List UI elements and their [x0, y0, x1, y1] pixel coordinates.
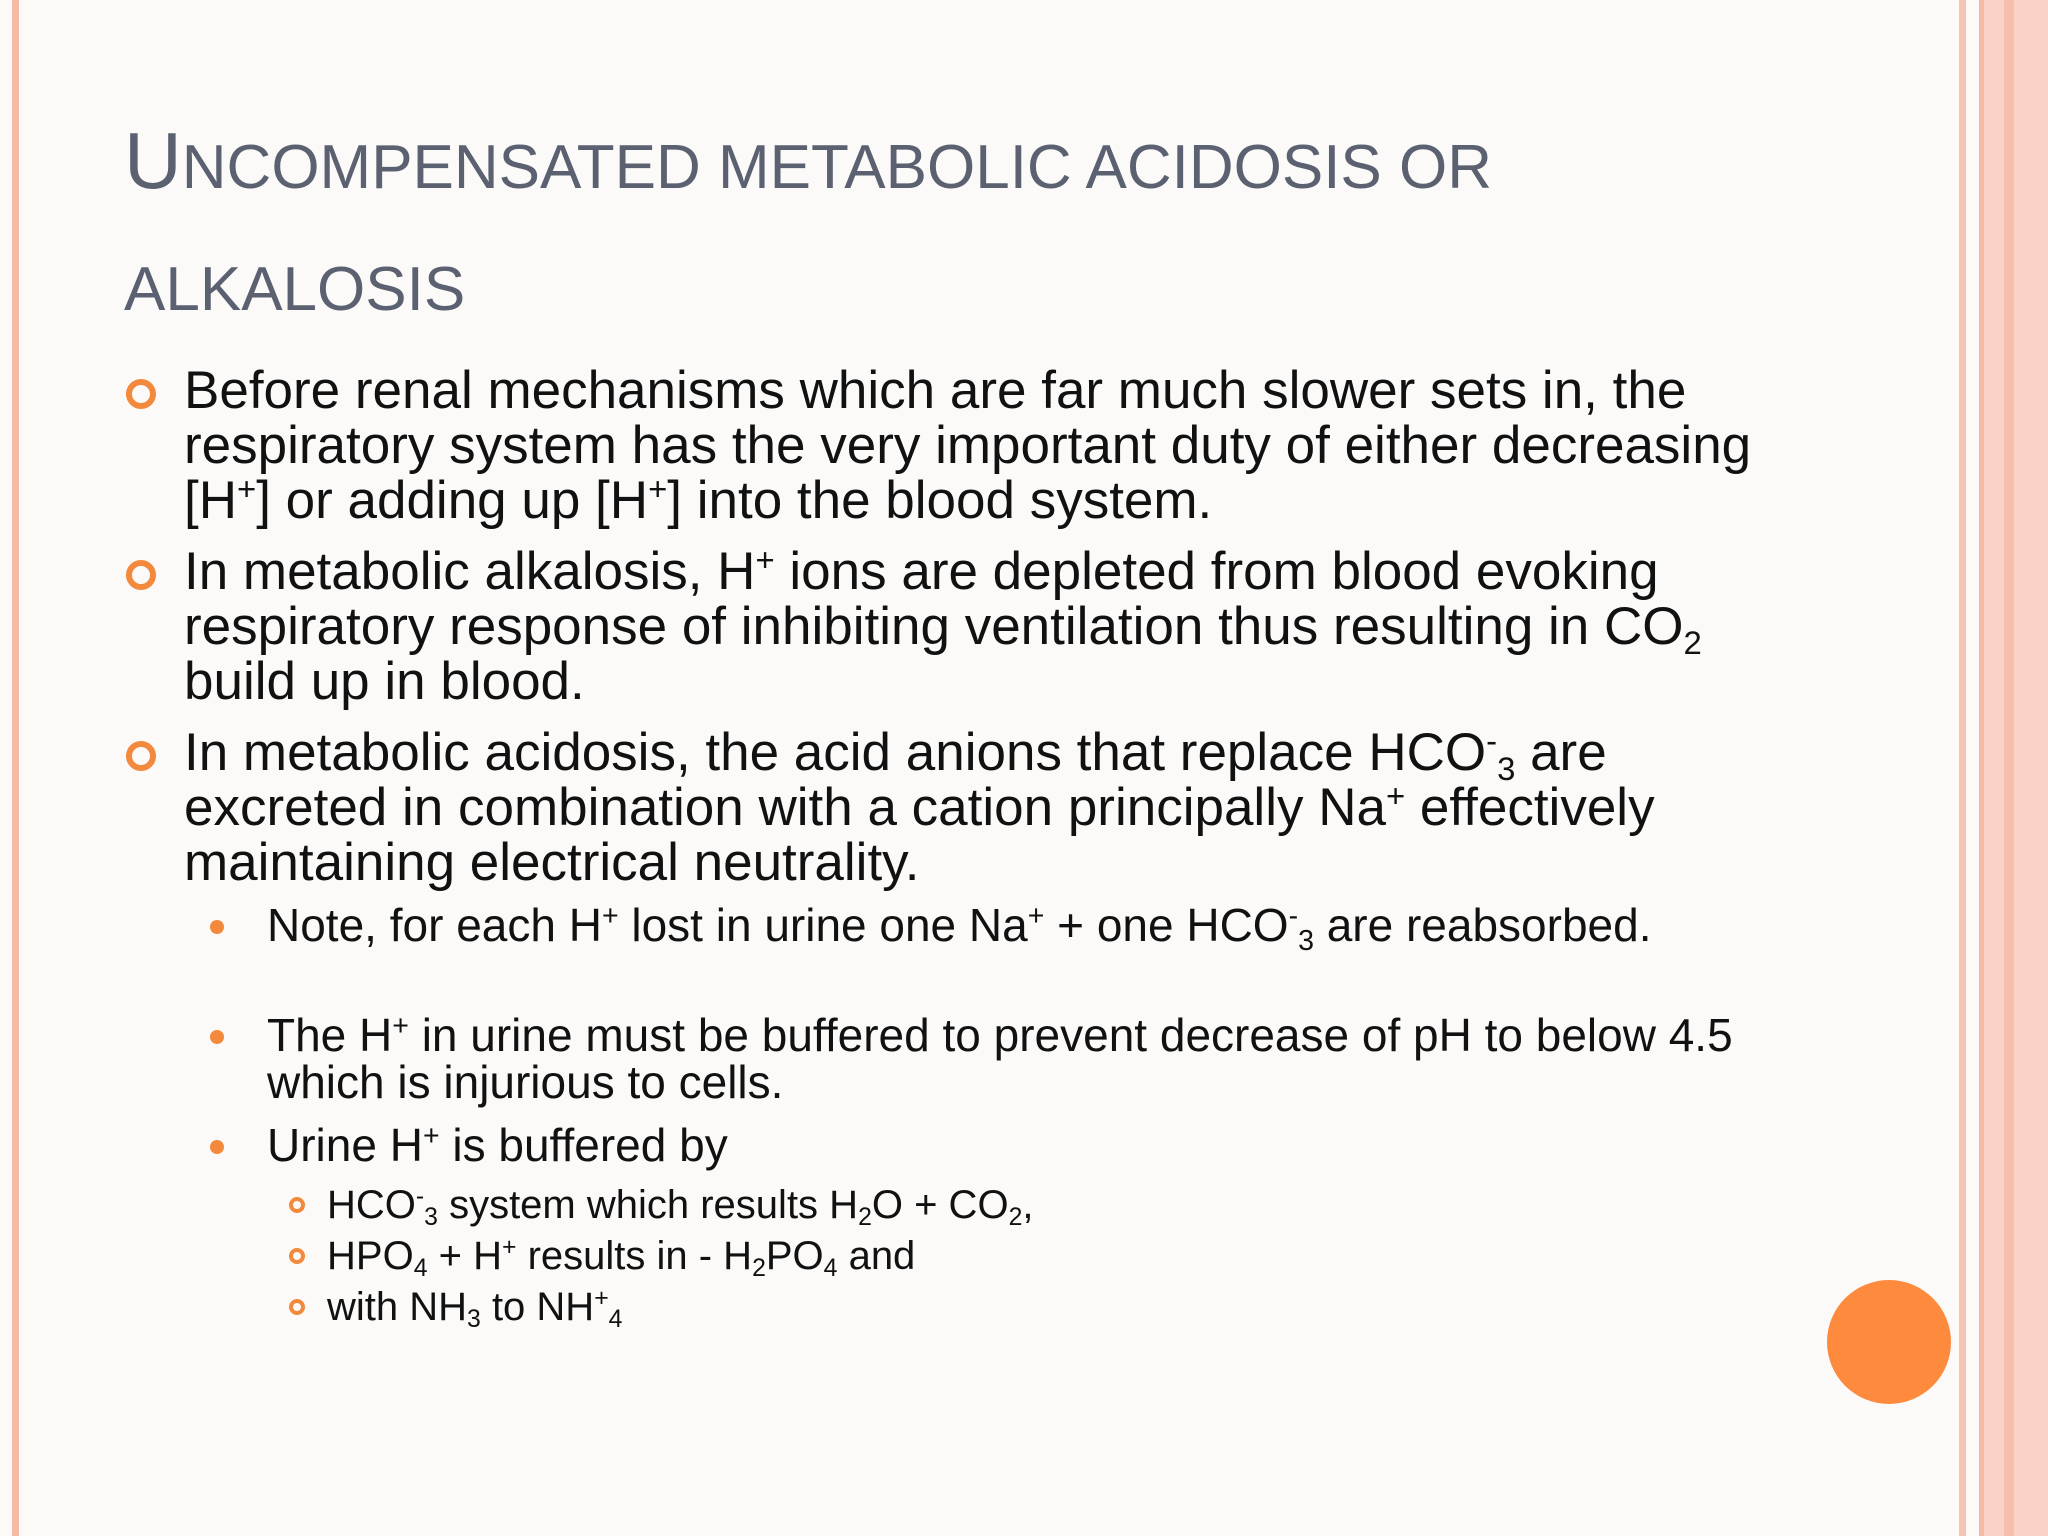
dot-bullet-icon: [210, 920, 224, 934]
bullet-metabolic-alkalosis: In metabolic alkalosis, H+ ions are depleted from blood evoking respiratory response of inhibiting ventilation thus resulting in $CO_2$ build up in blood.: [184, 544, 1764, 709]
buffer-bicarbonate: $HCO^-_3$ system which results $H_2O + CO_2$,: [327, 1180, 1627, 1230]
small-ring-bullet-icon: [289, 1197, 305, 1213]
ring-bullet-icon: [126, 379, 156, 409]
sub-bullet-note: Note, for each H+ lost in urine one Na+ + one $HCO^-_3$ are reabsorbed.: [267, 902, 1767, 949]
buffer-ammonia: with $NH_3$ to $NH^+_4$: [327, 1282, 1627, 1332]
sub-bullet-urine-buffers: Urine H+ is buffered by: [267, 1122, 1767, 1169]
title-initial: U: [124, 116, 182, 205]
ring-bullet-icon: [126, 560, 156, 590]
dot-bullet-icon: [210, 1030, 224, 1044]
bullet-metabolic-acidosis: In metabolic acidosis, the acid anions that replace $HCO^-_3$ are excreted in combination with a cation principally Na+ effectively maintaining electrical neutrality.: [184, 725, 1764, 890]
ring-bullet-icon: [126, 741, 156, 771]
dot-bullet-icon: [210, 1140, 224, 1154]
small-ring-bullet-icon: [289, 1299, 305, 1315]
buffer-phosphate: $HPO_4 + H^+$ results in - $H_2PO_4$ and: [327, 1231, 1627, 1281]
sub-bullet-buffered-urine: The H+ in urine must be buffered to prevent decrease of pH to below 4.5 which is injurious to cells.: [267, 1012, 1767, 1106]
bullet-respiratory-duty: Before renal mechanisms which are far much slower sets in, the respiratory system has the very important duty of either decreasing [H+] or adding up [H+] into the blood system.: [184, 363, 1764, 528]
small-ring-bullet-icon: [289, 1248, 305, 1264]
title-line-1: NCOMPENSATED METABOLIC ACIDOSIS OR: [181, 133, 1493, 202]
title-line-2: ALKALOSIS: [124, 255, 466, 324]
